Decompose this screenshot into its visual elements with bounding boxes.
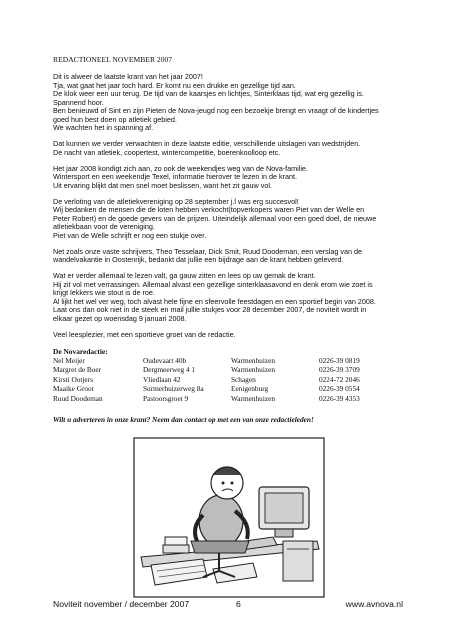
member-phone: 0226-39 4353 bbox=[319, 393, 360, 403]
paragraph-line: Ben benieuwd of Sint en zijn Pieten de Nova-jeugd nog een bezoekje brengt en vraagt of de kindertjes bbox=[53, 106, 379, 115]
member-name: Maaike Groot bbox=[53, 384, 94, 393]
paragraph-line: Spannend hoor. bbox=[53, 97, 104, 107]
member-address: Dergmeerweg 4 1 bbox=[143, 365, 196, 374]
editorial-paragraph bbox=[53, 198, 405, 241]
paragraph-line: De verloting van de atletiekvereniging op 28 september j.l was erg succesvol! bbox=[53, 196, 299, 206]
editorial-paragraph bbox=[53, 272, 405, 323]
page-content bbox=[53, 55, 405, 436]
editorial-paragraph bbox=[53, 331, 405, 340]
paragraph-line: Wintersport en een weekendje Texel, informatie hierover te lezen in de krant. bbox=[53, 172, 297, 181]
table-row bbox=[53, 375, 399, 385]
member-city: Eenigenburg bbox=[231, 384, 269, 393]
paragraph-line: Wij bedanken de mensen die de loten hebben verkocht(topverkopers waren Piet van der Welle en bbox=[53, 205, 365, 214]
table-row bbox=[53, 356, 399, 366]
footer-publication: Noviteit november / december 2007 bbox=[53, 599, 190, 609]
member-name: Nel Meijer bbox=[53, 355, 85, 365]
paragraph-line: Hij zit vol met verrassingen. Allemaal alvast een gezellige sinterklaasavond en denk erom wie zoet is bbox=[53, 279, 373, 289]
member-address: Vliedlaan 42 bbox=[143, 374, 181, 384]
footer-page-number: 6 bbox=[236, 599, 241, 609]
footer-website: www.avnova.nl bbox=[345, 599, 403, 609]
table-row bbox=[53, 365, 399, 375]
members-table bbox=[53, 356, 399, 404]
member-name: Kirsti Ootjers bbox=[53, 374, 93, 384]
member-name: Ruud Doodeman bbox=[53, 393, 103, 403]
paragraph-line: Uit ervaring blijkt dat men snel moet beslissen, want het zit gauw vol. bbox=[53, 180, 272, 190]
table-row bbox=[53, 394, 399, 404]
paragraph-line: Wat er verder allemaal te lezen valt, ga gauw zitten en lees op uw gemak de krant. bbox=[53, 271, 316, 280]
paragraph-line: goed hun best doen op atletiek gebied. bbox=[53, 114, 177, 124]
paragraph-line: Net zoals onze vaste schrijvers, Theo Tesselaar, Dick Smit, Ruud Doodeman, een verslag van de bbox=[53, 246, 362, 256]
editorial-body bbox=[53, 73, 405, 339]
member-phone: 0226-39 3709 bbox=[319, 365, 360, 374]
paragraph-line: De nacht van atletiek, coopertest, wintercompetitie, boerenkoolloop etc. bbox=[53, 147, 281, 157]
member-address: Pastoorsgroet 9 bbox=[143, 393, 189, 403]
paragraph-line: Dit is alweer de laatste krant van het jaar 2007! bbox=[53, 72, 203, 81]
editorial-paragraph bbox=[53, 248, 405, 265]
member-address: Surmerhuizerweg 8a bbox=[143, 384, 204, 393]
editorial-paragraph bbox=[53, 165, 405, 191]
paragraph-line: Al lijkt het wel ver weg, toch alvast hele fijne en sfeervolle feestdagen en een sportief begin van 2008. bbox=[53, 296, 376, 306]
redactie-title: De Novaredactie: bbox=[53, 346, 108, 356]
member-phone: 0226-39 0554 bbox=[319, 384, 360, 393]
table-row bbox=[53, 384, 399, 394]
paragraph-line: wandelvakantie in Oostenrijk, bedankt dat jullie een bijdrage aan de krant hebben geleverd. bbox=[53, 255, 344, 264]
paragraph-line: atletiekbaan voor de vereniging. bbox=[53, 222, 155, 231]
paragraph-line: Laat ons dan ook niet in de steek en mail jullie stukjes voor 28 december 2007, de noviteit wordt in bbox=[53, 305, 367, 314]
editorial-paragraph bbox=[53, 73, 405, 133]
paragraph-line: krijgt lekkers wie stout is de roe. bbox=[53, 288, 155, 297]
paragraph-line: elkaar gezet op woensdag 9 januari 2008. bbox=[53, 313, 187, 323]
paragraph-line: Veel leesplezier, met een sportieve groet van de redactie. bbox=[53, 329, 236, 339]
member-phone: 0224-72 2046 bbox=[319, 374, 360, 384]
member-name: Margret de Boer bbox=[53, 365, 102, 374]
member-city: Warmenhuizen bbox=[231, 355, 275, 365]
paragraph-line: De klok weer een uur terug. De tijd van de kaarsjes en lichtjes, Sinterklaas tijd, wat erg gezellig is. bbox=[53, 89, 364, 98]
member-city: Schagen bbox=[231, 374, 256, 384]
paragraph-line: Het jaar 2008 kondigt zich aan, zo ook de weekendjes weg van de Nova-familie. bbox=[53, 163, 308, 173]
editorial-paragraph bbox=[53, 140, 405, 157]
paragraph-line: Piet van de Welle schrijft er nog een stukje over. bbox=[53, 230, 207, 240]
page-heading: REDACTIONEEL NOVEMBER 2007 bbox=[53, 55, 173, 64]
paragraph-line: We wachten het in spanning af. bbox=[53, 123, 154, 132]
member-phone: 0226-39 0819 bbox=[319, 355, 360, 365]
computer-cartoon-illustration bbox=[133, 437, 325, 598]
member-address: Oudevaart 40b bbox=[143, 355, 187, 365]
member-city: Warmenhuizen bbox=[231, 365, 275, 374]
paragraph-line: Dat kunnen we verder verwachten in deze laatste editie, verschillende uitslagen van wedstrijden. bbox=[53, 139, 361, 148]
member-city: Warmenhuizen bbox=[231, 393, 275, 403]
paragraph-line: Peter Robert) en de goede gevers van de prijzen. Uiteindelijk allemaal voor een goed doel, de nieuwe bbox=[53, 213, 377, 223]
paragraph-line: Tja, wat gaat het jaar toch hard. Er komt nu een drukke en gezellige tijd aan. bbox=[53, 80, 296, 90]
advertise-callout: Wilt u adverteren in onze krant? Neem dan contact op met een van onze redactieleden! bbox=[53, 415, 314, 424]
